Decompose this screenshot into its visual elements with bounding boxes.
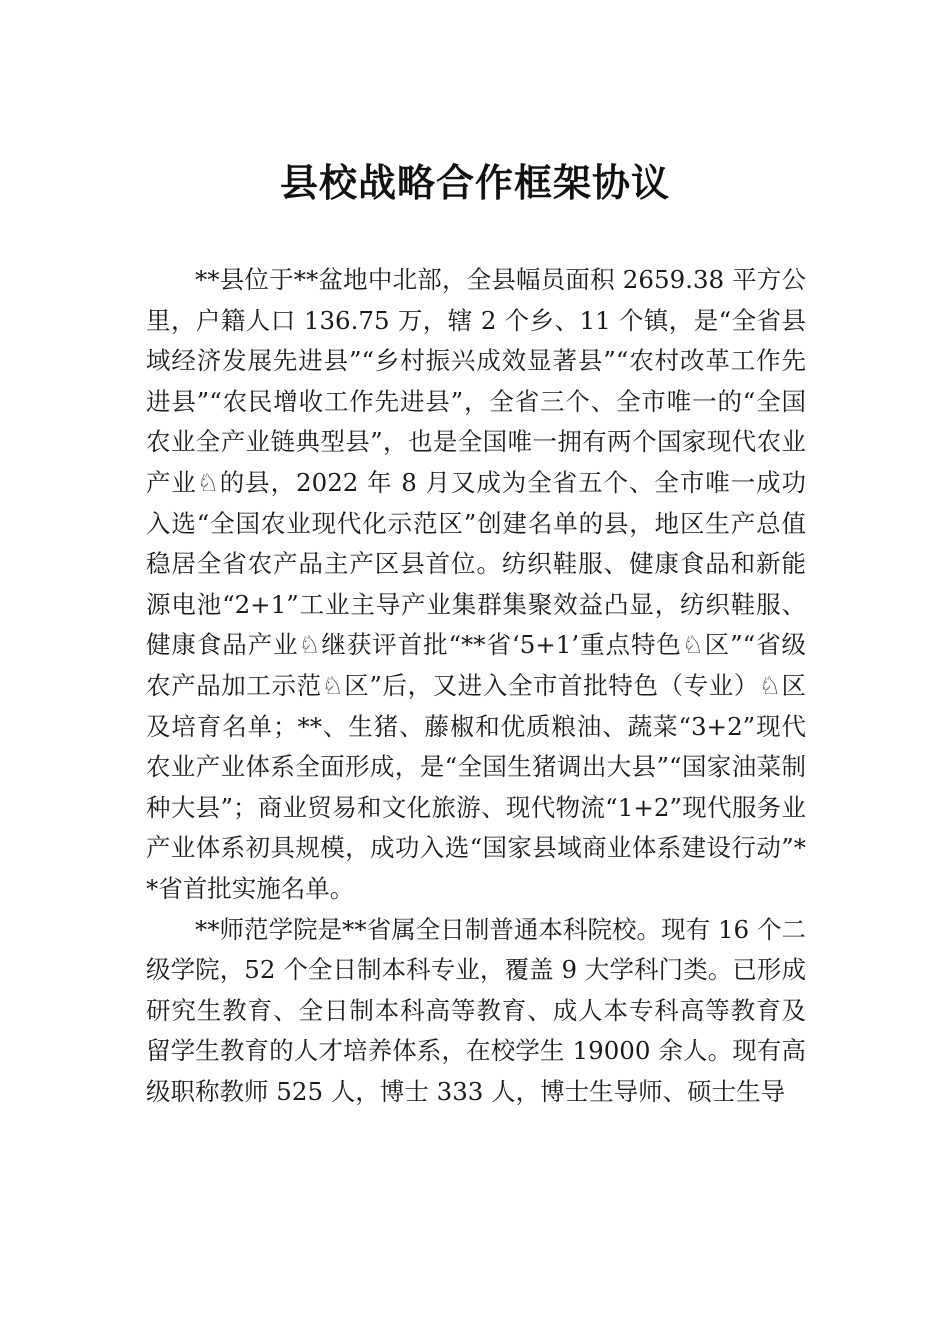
paragraph-college-overview: **师范学院是**省属全日制普通本科院校。现有 16 个二级学院，52 个全日制本科专业，覆盖 9 大学科门类。已形成研究生教育、全日制本科高等教育、成人本专科高等教育及留学生教育的人才培养体系，在校学生 19000 余人。现有高级职称教师 525 人，博士 333 人，博士生导师、硕士生导	[146, 914, 806, 1106]
document-title: 县校战略合作框架协议	[279, 160, 670, 205]
paragraph-county-overview: **县位于**盆地中北部，全县幅员面积 2659.38 平方公里，户籍人口 136.75 万，辖 2 个乡、11 个镇，是“全省县域经济发展先进县”“乡村振兴成效显著县”“农村改革工作先进县”“农民增收工作先进县”，全省三个、全市唯一的“全国农业全产业链典型县”，也是全国唯一拥有两个国家现代农业产业♘的县，2022 年 8 月又成为全省五个、全市唯一成功入选“全国农业现代化示范区”创建名单的县，地区生产总值稳居全省农产品主产区县首位。纺织鞋服、健康食品和新能源电池“2+1”工业主导产业集群集聚效益凸显，纺织鞋服、健康食品产业♘继获评首批“**省‘5+1’重点特色♘区”“省级农产品加工示范♘区”后，又进入全市首批特色（专业）♘区及培育名单；**、生猪、藤椒和优质粮油、蔬菜“3+2”现代农业产业体系全面形成，是“全国生猪调出大县”“国家油菜制种大县”；商业贸易和文化旅游、现代物流“1+2”现代服务业产业体系初具规模，成功入选“国家县域商业体系建设行动”**省首批实施名单。	[146, 265, 806, 903]
document-body	[146, 260, 806, 1112]
